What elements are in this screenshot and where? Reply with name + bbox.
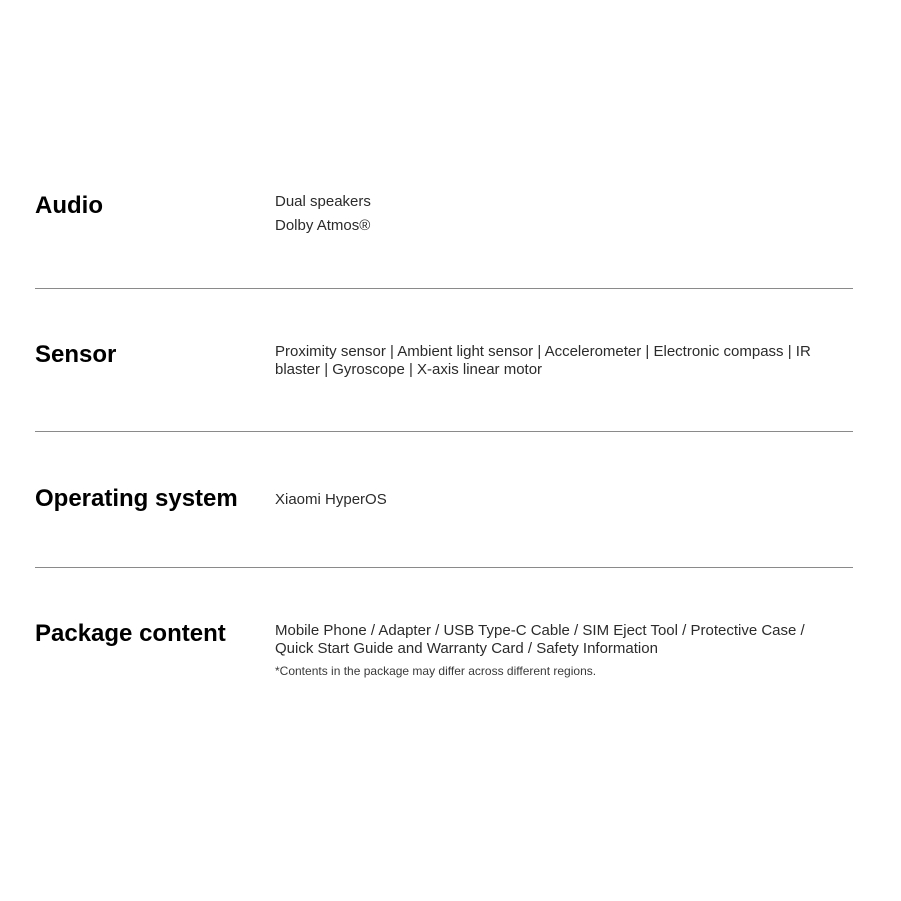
spec-label-package-content: Package content (35, 620, 226, 647)
spec-label-sensor: Sensor (35, 341, 117, 368)
spec-label-operating-system: Operating system (35, 485, 238, 512)
divider (35, 288, 853, 289)
spec-value-audio (275, 193, 835, 235)
spec-value-audio-line: Dolby Atmos® (275, 217, 371, 234)
spec-note-package-content: *Contents in the package may differ across different regions. (275, 664, 597, 678)
spec-value-operating-system: Xiaomi HyperOS (275, 491, 387, 508)
divider (35, 431, 853, 432)
spec-value-audio-line: Dual speakers (275, 193, 371, 210)
divider (35, 567, 853, 568)
spec-value-package-content: Mobile Phone / Adapter / USB Type-C Cable / SIM Eject Tool / Protective Case / Quick Start Guide and Warranty Card / Safety Information (275, 622, 805, 657)
spec-label-audio: Audio (35, 192, 103, 219)
spec-list (35, 0, 853, 901)
spec-value-sensor: Proximity sensor | Ambient light sensor | Accelerometer | Electronic compass | IR blaster | Gyroscope | X-axis linear motor (275, 343, 811, 378)
